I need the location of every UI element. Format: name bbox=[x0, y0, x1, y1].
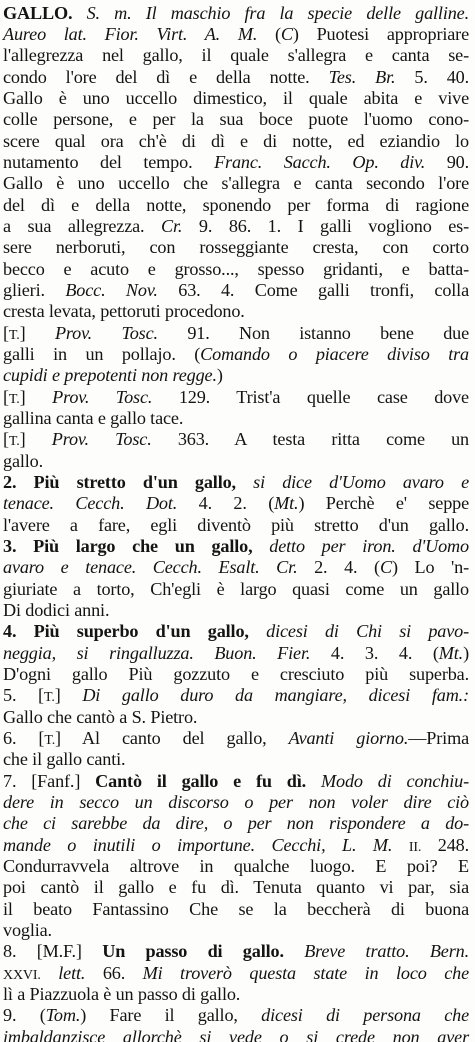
text-run: D'ogni gallo Più gozzuto e cresciuto più superba. bbox=[3, 664, 469, 685]
text-line bbox=[3, 152, 469, 173]
text-run: del dì e della notte, sponendo per forma di ragione bbox=[3, 194, 469, 215]
text-line bbox=[3, 664, 469, 685]
text-line bbox=[3, 429, 469, 452]
text-run bbox=[236, 472, 253, 492]
text-line bbox=[3, 557, 469, 578]
text-run: 5. 40. bbox=[395, 66, 469, 87]
text-run: 66. bbox=[85, 962, 143, 983]
text-run: Cantò il gallo e fu dì. bbox=[95, 770, 307, 791]
text-run: Aureo lat. Fior. Virt. A. M. bbox=[3, 23, 258, 44]
text-run: ) Perchè e' seppe bbox=[298, 493, 470, 514]
text-run: lì a Piazzuola è un passo di gallo. bbox=[3, 984, 241, 1005]
text-run: 5. [ bbox=[3, 685, 44, 706]
text-run bbox=[306, 771, 321, 791]
text-run: 4. 3. 4. ( bbox=[310, 642, 439, 663]
text-line bbox=[3, 1005, 469, 1026]
text-line bbox=[3, 472, 469, 493]
text-line bbox=[3, 813, 469, 834]
text-run: Tom. bbox=[45, 1005, 81, 1026]
text-run: ( bbox=[257, 23, 281, 44]
text-line bbox=[3, 984, 469, 1005]
text-line bbox=[3, 835, 469, 858]
text-run: 3. Più largo che un gallo, bbox=[3, 536, 253, 556]
text-line bbox=[3, 173, 469, 194]
text-run: galli in un pollajo. ( bbox=[3, 343, 201, 364]
text-line bbox=[3, 749, 469, 770]
text-line bbox=[3, 45, 469, 66]
text-run: Tes. Br. bbox=[328, 66, 396, 87]
text-run: T. bbox=[44, 733, 56, 749]
text-line bbox=[3, 963, 469, 986]
text-run: ] Al canto del gallo, bbox=[55, 728, 289, 749]
text-line bbox=[3, 301, 469, 322]
text-run: tenace. Cecch. Dot. bbox=[3, 493, 178, 514]
text-run: il beato Fantassino Che se la beccherà di buona bbox=[3, 898, 469, 919]
text-run: ] bbox=[19, 322, 55, 343]
text-run: 4. 2. ( bbox=[177, 493, 275, 514]
text-run: GALLO. bbox=[3, 2, 73, 23]
text-run: avaro e tenace. Cecch. Esalt. Cr. bbox=[3, 557, 298, 578]
text-run: voglia. bbox=[3, 920, 52, 941]
text-line bbox=[3, 515, 469, 536]
text-run: ) bbox=[463, 642, 469, 663]
text-line bbox=[3, 237, 469, 258]
text-run: ) Fare il gallo, bbox=[80, 1005, 262, 1026]
text-run: [ bbox=[3, 322, 9, 343]
text-run: a sua allegrezza. bbox=[3, 215, 162, 236]
text-run: T. bbox=[43, 690, 55, 706]
text-run: che il gallo canti. bbox=[3, 749, 126, 770]
text-run: neggia, si ringalluzza. Buon. Fier. bbox=[3, 642, 311, 663]
text-run: Gallo che cantò a S. Pietro. bbox=[3, 706, 198, 727]
text-run: ) Lo 'n- bbox=[391, 557, 470, 578]
text-run bbox=[284, 941, 304, 961]
text-line bbox=[3, 1027, 469, 1042]
text-run: becco e acuto e grosso..., spesso gridanti, e batta- bbox=[3, 258, 469, 279]
text-run: ] bbox=[54, 685, 83, 706]
text-run: Comando o piacere diviso tra bbox=[200, 343, 469, 364]
text-run bbox=[41, 963, 59, 983]
text-run: glieri. bbox=[3, 279, 66, 300]
text-line bbox=[3, 67, 469, 88]
text-run: Franc. Sacch. Op. div. bbox=[214, 151, 426, 172]
text-run bbox=[252, 536, 269, 556]
text-line bbox=[3, 344, 469, 365]
text-run: C bbox=[280, 23, 293, 44]
text-line bbox=[3, 259, 469, 280]
text-line bbox=[3, 195, 469, 216]
text-run: Condurravvela altrove in qualche luogo. E poi? E bbox=[3, 856, 469, 877]
text-run: Gallo è uno uccello dimestico, il quale abita e vive bbox=[3, 87, 469, 108]
text-run: Di gallo duro da mangiare, dicesi fam.: bbox=[82, 685, 469, 706]
text-line bbox=[3, 131, 469, 152]
text-run: Un passo di gallo. bbox=[102, 941, 284, 962]
text-line bbox=[3, 536, 469, 557]
text-run: 90. bbox=[425, 151, 469, 172]
text-line bbox=[3, 408, 469, 429]
text-run: 129. Trist'a quelle case dove bbox=[152, 386, 469, 407]
text-line bbox=[3, 792, 469, 813]
text-run: sere nerboruti, con rosseggiante cresta, con corto bbox=[3, 237, 469, 258]
text-run: ) Puotesi appropriare bbox=[292, 23, 470, 44]
text-run: Prov. Tosc. bbox=[51, 429, 152, 450]
text-run: 6. [ bbox=[3, 728, 45, 749]
text-line bbox=[3, 323, 469, 346]
text-line bbox=[3, 600, 469, 621]
text-line bbox=[3, 24, 469, 45]
text-run: gallina canta e gallo tace. bbox=[3, 407, 184, 428]
text-run: [ bbox=[3, 429, 9, 450]
text-run: Modo di conchiu- bbox=[321, 770, 469, 791]
text-run: C bbox=[379, 557, 392, 578]
text-line bbox=[3, 3, 469, 24]
text-line bbox=[3, 280, 469, 301]
text-run: 9. 86. 1. I galli vogliono es- bbox=[182, 215, 470, 236]
text-run: Mi troverò questa state in loco che bbox=[142, 962, 469, 983]
text-run: cresta levata, pettoruti procedono. bbox=[3, 301, 245, 322]
text-run: Mt. bbox=[438, 642, 464, 663]
text-line bbox=[3, 88, 469, 109]
text-run: T. bbox=[8, 327, 20, 343]
text-run: condo l'ore del dì e della notte. bbox=[3, 66, 329, 87]
text-run: 363. A testa ritta come un bbox=[151, 429, 469, 450]
text-run: Gallo è uno uccello che s'allegra e canta secondo l'ore bbox=[3, 173, 469, 194]
text-run: 8. [M.F.] bbox=[3, 941, 103, 962]
text-run: 7. [Fanf.] bbox=[3, 770, 96, 791]
text-line bbox=[3, 771, 469, 792]
text-run: Di dodici anni. bbox=[3, 600, 110, 621]
text-run: ) bbox=[216, 365, 223, 386]
text-run: colle persone, e per la sua boce puote l'uomo cono- bbox=[3, 109, 469, 130]
text-run: cupidi e prepotenti non regge. bbox=[3, 365, 217, 386]
text-run: T. bbox=[8, 434, 20, 450]
text-run: detto per iron. d'Uomo bbox=[269, 536, 469, 556]
text-run: II. bbox=[408, 839, 422, 855]
text-line bbox=[3, 451, 469, 472]
text-run: 91. Non istanno bene due bbox=[157, 322, 470, 343]
text-run: ] bbox=[19, 386, 53, 407]
text-line bbox=[3, 621, 469, 642]
text-run: poi cantò il gallo e fu dì. Tenuta quanto vi par, sia bbox=[3, 877, 469, 898]
text-line bbox=[3, 365, 469, 386]
text-run bbox=[249, 621, 266, 641]
text-run: [ bbox=[3, 386, 9, 407]
text-line bbox=[3, 728, 469, 751]
text-line bbox=[3, 579, 469, 600]
text-line bbox=[3, 493, 469, 514]
text-run: 63. 4. Come galli tronfi, colla bbox=[157, 279, 469, 300]
text-line bbox=[3, 899, 469, 920]
text-run: 4. Più superbo d'un gallo, bbox=[3, 621, 249, 642]
text-run: Avanti giorno. bbox=[288, 728, 409, 749]
text-run: si dice d'Uomo avaro e bbox=[253, 471, 469, 492]
text-run: dere in secco un discorso o per non voler dire ciò bbox=[3, 792, 469, 813]
text-run: giuriate a torto, Ch'egli è largo quasi come un gallo bbox=[3, 578, 469, 599]
text-run: mande o inutili o importune. Cecchi, L. M. bbox=[3, 834, 393, 855]
text-run: Breve tratto. Bern. bbox=[304, 941, 469, 962]
text-line bbox=[3, 920, 469, 941]
text-line bbox=[3, 643, 469, 664]
text-line bbox=[3, 685, 469, 708]
text-run: l'allegrezza nel gallo, il quale s'allegra e canta se- bbox=[3, 45, 469, 66]
text-run: l'avere a fare, egli diventò più stretto d'un gallo. bbox=[3, 514, 469, 535]
text-line bbox=[3, 387, 469, 410]
text-run: S. m. Il maschio fra la specie delle galline. bbox=[86, 2, 469, 23]
text-run: che ci sarebbe da dire, o per non rispondere a do- bbox=[3, 813, 469, 834]
text-run: Prov. Tosc. bbox=[54, 322, 158, 343]
text-run: XXVI. bbox=[3, 967, 41, 983]
text-run: dicesi di Chi si pavo- bbox=[266, 621, 470, 642]
text-run: gallo. bbox=[3, 450, 44, 471]
text-line bbox=[3, 856, 469, 877]
text-run: 2. 4. ( bbox=[297, 557, 380, 578]
text-run: Prov. Tosc. bbox=[52, 386, 153, 407]
text-run: dicesi di persona che bbox=[261, 1005, 469, 1026]
text-run: 9. ( bbox=[3, 1005, 46, 1026]
text-run: T. bbox=[8, 391, 20, 407]
text-run: nutamento del tempo. bbox=[3, 151, 215, 172]
text-line bbox=[3, 216, 469, 237]
text-run: 2. Più stretto d'un gallo, bbox=[3, 471, 236, 492]
text-run: 248. bbox=[421, 834, 469, 855]
text-run: lett. bbox=[58, 962, 86, 983]
text-run: Cr. bbox=[161, 215, 183, 236]
text-run bbox=[392, 835, 409, 855]
text-line bbox=[3, 109, 469, 130]
text-run: imbaldanzisce allorchè si vede o si crede non aver bbox=[3, 1026, 469, 1042]
text-line bbox=[3, 877, 469, 898]
text-line bbox=[3, 941, 469, 962]
text-run: ] bbox=[19, 429, 52, 450]
text-run: Mt. bbox=[274, 493, 299, 514]
text-run: —Prima bbox=[408, 728, 469, 749]
text-run bbox=[72, 3, 86, 23]
text-line bbox=[3, 707, 469, 728]
text-run: Bocc. Nov. bbox=[65, 279, 158, 300]
text-run: scere qual ora ch'è di dì e di notte, ed eziandio lo bbox=[3, 130, 469, 151]
